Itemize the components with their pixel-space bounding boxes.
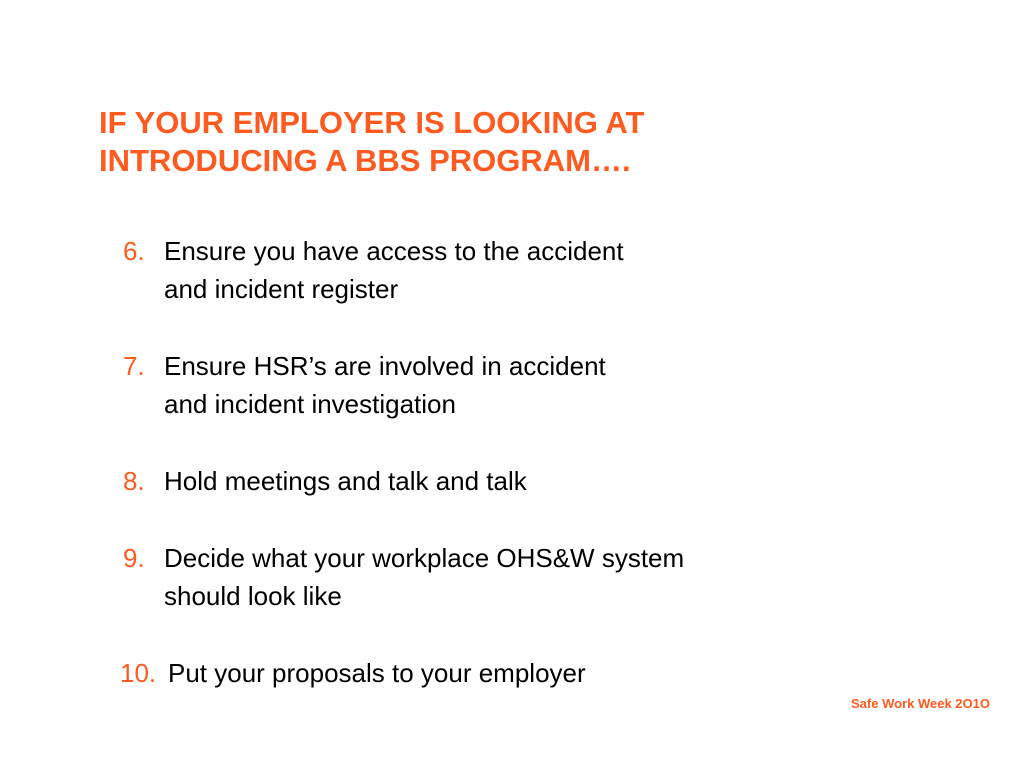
list-item-text: and incident register xyxy=(164,274,399,304)
list-item-number: 6. xyxy=(123,236,145,266)
list-item-number: 8. xyxy=(123,466,145,496)
list-item-number: 7. xyxy=(123,351,145,381)
list-item xyxy=(120,539,684,615)
footer-label: Safe Work Week 2O1O xyxy=(851,696,990,711)
list-item-text: Decide what your workplace OHS&W system xyxy=(164,543,685,573)
list-item-text: Hold meetings and talk and talk xyxy=(164,466,527,496)
title-line-2: INTRODUCING A BBS PROGRAM…. xyxy=(99,143,631,178)
list-item-number: 9. xyxy=(123,543,145,573)
list-item-number: 10. xyxy=(120,658,157,688)
list-item xyxy=(120,654,684,692)
list-item xyxy=(120,462,684,500)
list-item xyxy=(120,347,684,423)
list-item xyxy=(120,232,684,308)
slide-title xyxy=(99,104,644,180)
list-item-text: Ensure HSR’s are involved in accident xyxy=(164,351,606,381)
list-item-text: and incident investigation xyxy=(164,389,456,419)
numbered-list xyxy=(120,232,684,692)
list-item-text: should look like xyxy=(164,581,342,611)
list-item-text: Ensure you have access to the accident xyxy=(164,236,624,266)
list-item-text: Put your proposals to your employer xyxy=(168,658,586,688)
title-line-1: IF YOUR EMPLOYER IS LOOKING AT xyxy=(99,105,645,140)
